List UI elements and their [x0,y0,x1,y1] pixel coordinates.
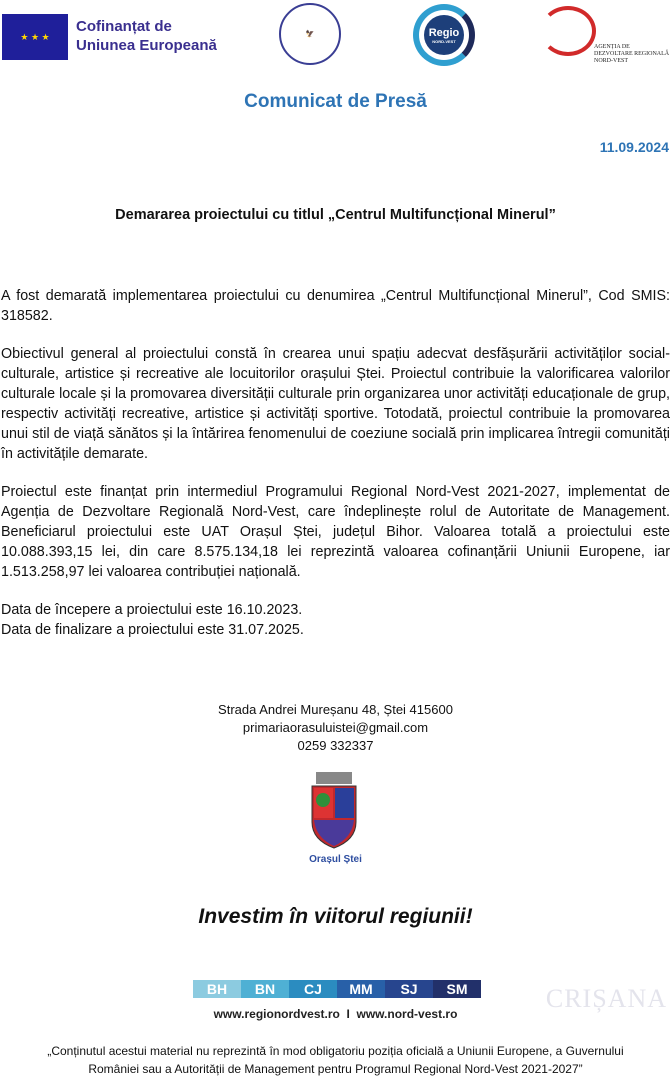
phone: 0259 332337 [297,738,374,753]
email: primariaorasuluistei@gmail.com [242,720,429,735]
press-subtitle: Demararea proiectului cu titlul „Centrul Multifuncțional Minerul” [115,207,556,223]
eu-line2: Uniunea Europeană [76,37,217,54]
counties-bar [193,980,481,998]
county-bh: BH [193,980,241,998]
disclaimer [0,1042,671,1078]
county-sj: SJ [385,980,433,998]
county-sm: SM [433,980,481,998]
disclaimer-line: „Conținutul acestui material nu reprezintă în mod obligatoriu poziția oficială a Uniunii Europene, a Guvernului [47,1044,624,1058]
press-body [1,286,670,640]
page-title: Comunicat de Presă [244,91,427,112]
start-date-line: Data de începere a proiectului este 16.10.2023. [1,602,303,618]
county-cj: CJ [289,980,337,998]
government-seal-logo: 🦅 [279,3,341,65]
watermark: CRIȘANA [545,984,667,1013]
eu-flag-logo: ★ ★ ★ [2,14,68,60]
eu-line1: Cofinanțat de [76,18,172,35]
adr-logo-text [594,44,669,65]
press-date: 11.09.2024 [599,139,669,155]
county-bn: BN [241,980,289,998]
town-crest-icon [306,770,362,852]
regio-logo [413,4,475,66]
contact-block [0,701,671,755]
adr-logo [540,6,596,56]
paragraph: Proiectul este finanțat prin intermediul Programului Regional Nord-Vest 2021-2027, implementat de Agenția de Dezvoltare Regională Nord-Vest, care îndeplinește rolul de Autoritate de Management. Beneficiarul proiectului este UAT Orașul Ștei, județul Bihor. Valoarea totală a proiectului este 10.088.393,15 lei, din care 8.575.134,18 lei reprezintă valoarea cofinanțării Uniunii Europene, iar 1.513.258,97 lei valoarea contribuției națională. [1,484,670,580]
county-mm: MM [337,980,385,998]
paragraph: A fost demarată implementarea proiectului cu denumirea „Centrul Multifuncțional Minerul”, Cod SMIS: 318582. [1,288,670,324]
town-name: Orașul Ștei [309,854,362,865]
regio-sub: NORD-VEST [432,38,456,44]
website-links: www.regionordvest.ro I www.nord-vest.ro [213,1007,458,1021]
address: Strada Andrei Mureșanu 48, Ștei 415600 [218,702,453,717]
adr-line: AGENȚIA DE [594,44,630,50]
disclaimer-line: României sau a Autorității de Management pentru Programul Regional Nord-Vest 2021-2027” [88,1062,583,1076]
regio-text: Regio [428,26,460,39]
end-date-line: Data de finalizare a proiectului este 31.07.2025. [1,622,304,638]
adr-line: DEZVOLTARE REGIONALĂ [594,51,670,57]
adr-line: NORD-VEST [594,58,628,64]
paragraph: Obiectivul general al proiectului constă în crearea unui spațiu adecvat desfășurării activităților social-culturale, artistice și recreative ale locuitorilor orașului Ștei. Proiectul contribuie la valorificarea valorilor culturale locale și la promovarea diversității culturale prin organizarea unor activități educaționale de grup, respectiv activități recreative, artistice și activități sportive. Totodată, proiectul contribuie la promovarea unui stil de viață sănătos și la întărirea fenomenului de coeziune socială prin implicarea întregii comunități în activitățile demarate. [1,346,670,462]
slogan: Investim în viitorul regiunii! [198,905,473,928]
eu-cofinancing-text [76,17,217,55]
